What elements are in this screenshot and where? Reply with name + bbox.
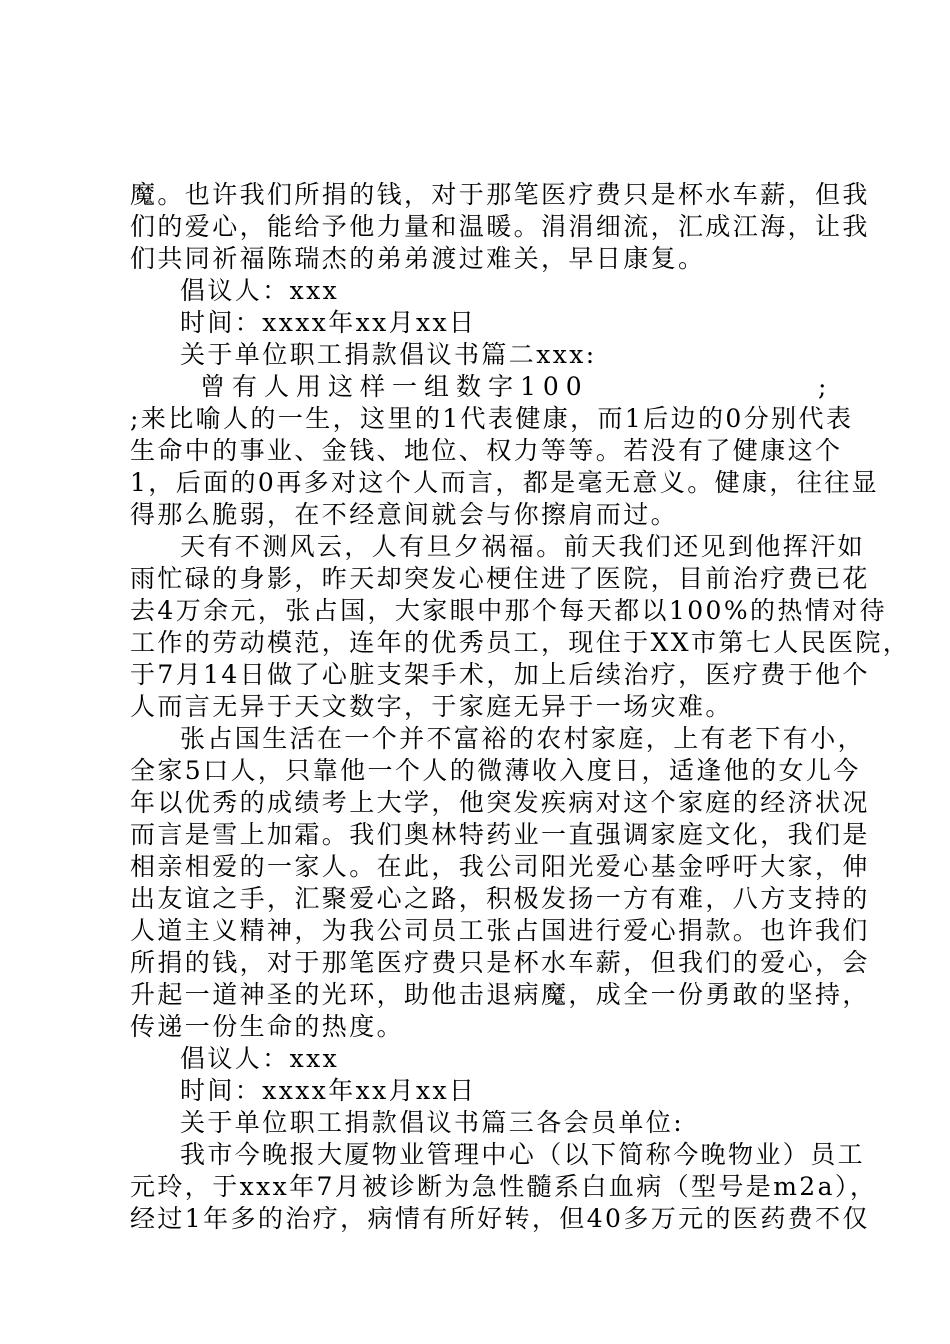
- text-line: 所捐的钱，对于那笔医疗费只是杯水车薪，但我们的爱心，会: [130, 948, 870, 977]
- text-line: 人道主义精神，为我公司员工张占国进行爱心捐款。也许我们: [130, 916, 870, 945]
- text-line: 于7月14日做了心脏支架手术，加上后续治疗，医疗费于他个: [130, 660, 870, 689]
- text-line: 工作的劳动模范，连年的优秀员工，现住于XX市第七人民医院，: [130, 628, 911, 657]
- text-line: 传递一份生命的热度。: [130, 1012, 405, 1041]
- text-line: 出友谊之手，汇聚爱心之路，积极发扬一方有难，八方支持的: [130, 884, 870, 913]
- trailing-semicolon: ;: [818, 372, 827, 401]
- section-heading: 关于单位职工捐款倡议书篇三各会员单位:: [180, 1108, 685, 1137]
- text-line: 雨忙碌的身影，昨天却突发心梗住进了医院，目前治疗费已花: [130, 564, 870, 593]
- date-line: 时间：xxxx年xx月xx日: [180, 1076, 477, 1105]
- text-line: 年以优秀的成绩考上大学，他突发疾病对这个家庭的经济状况: [130, 788, 870, 817]
- signatory-line: 倡议人：xxx: [180, 276, 340, 305]
- signatory-line: 倡议人：xxx: [180, 1044, 340, 1073]
- text-line: 生命中的事业、金钱、地位、权力等等。若没有了健康这个: [130, 436, 843, 465]
- text-line: 得那么脆弱，在不经意间就会与你擦肩而过。: [130, 500, 679, 529]
- text-line: 去4万余元，张占国，大家眼中那个每天都以100%的热情对待: [130, 596, 887, 625]
- section-heading: 关于单位职工捐款倡议书篇二xxx:: [180, 340, 597, 369]
- text-line: 升起一道神圣的光环，助他击退病魔，成全一份勇敢的坚持，: [130, 980, 870, 1009]
- text-line: 们共同祈福陈瑞杰的弟弟渡过难关，早日康复。: [130, 244, 706, 273]
- paragraph-start: 天有不测风云，人有旦夕祸福。前天我们还见到他挥汗如: [180, 532, 866, 561]
- text-line: 们的爱心，能给予他力量和温暖。涓涓细流，汇成江海，让我: [130, 212, 870, 241]
- text-line: 元玲，于xxx年7月被诊断为急性髓系白血病（型号是m2a），: [130, 1172, 878, 1201]
- text-line: 而言是雪上加霜。我们奥林特药业一直强调家庭文化，我们是: [130, 820, 870, 849]
- text-line: 1，后面的0再多对这个人而言，都是毫无意义。健康，往往显: [130, 468, 880, 497]
- text-line: 全家5口人，只靠他一个人的微薄收入度日，适逢他的女儿今: [130, 756, 861, 785]
- text-line: ;来比喻人的一生，这里的1代表健康，而1后边的0分别代表: [130, 404, 854, 433]
- text-line: 相亲相爱的一家人。在此，我公司阳光爱心基金呼吁大家，伸: [130, 852, 870, 881]
- text-line: 经过1年多的治疗，病情有所好转，但40多万元的医药费不仅: [130, 1204, 870, 1233]
- text-line: 曾有人用这样一组数字100: [200, 372, 589, 401]
- date-line: 时间：xxxx年xx月xx日: [180, 308, 477, 337]
- text-line: 魔。也许我们所捐的钱，对于那笔医疗费只是杯水车薪，但我: [130, 180, 870, 209]
- paragraph-start: 张占国生活在一个并不富裕的农村家庭，上有老下有小，: [180, 724, 866, 753]
- text-line: 人而言无异于天文数字，于家庭无异于一场灾难。: [130, 692, 733, 721]
- paragraph-start: 我市今晚报大厦物业管理中心（以下简称今晚物业）员工: [180, 1140, 866, 1169]
